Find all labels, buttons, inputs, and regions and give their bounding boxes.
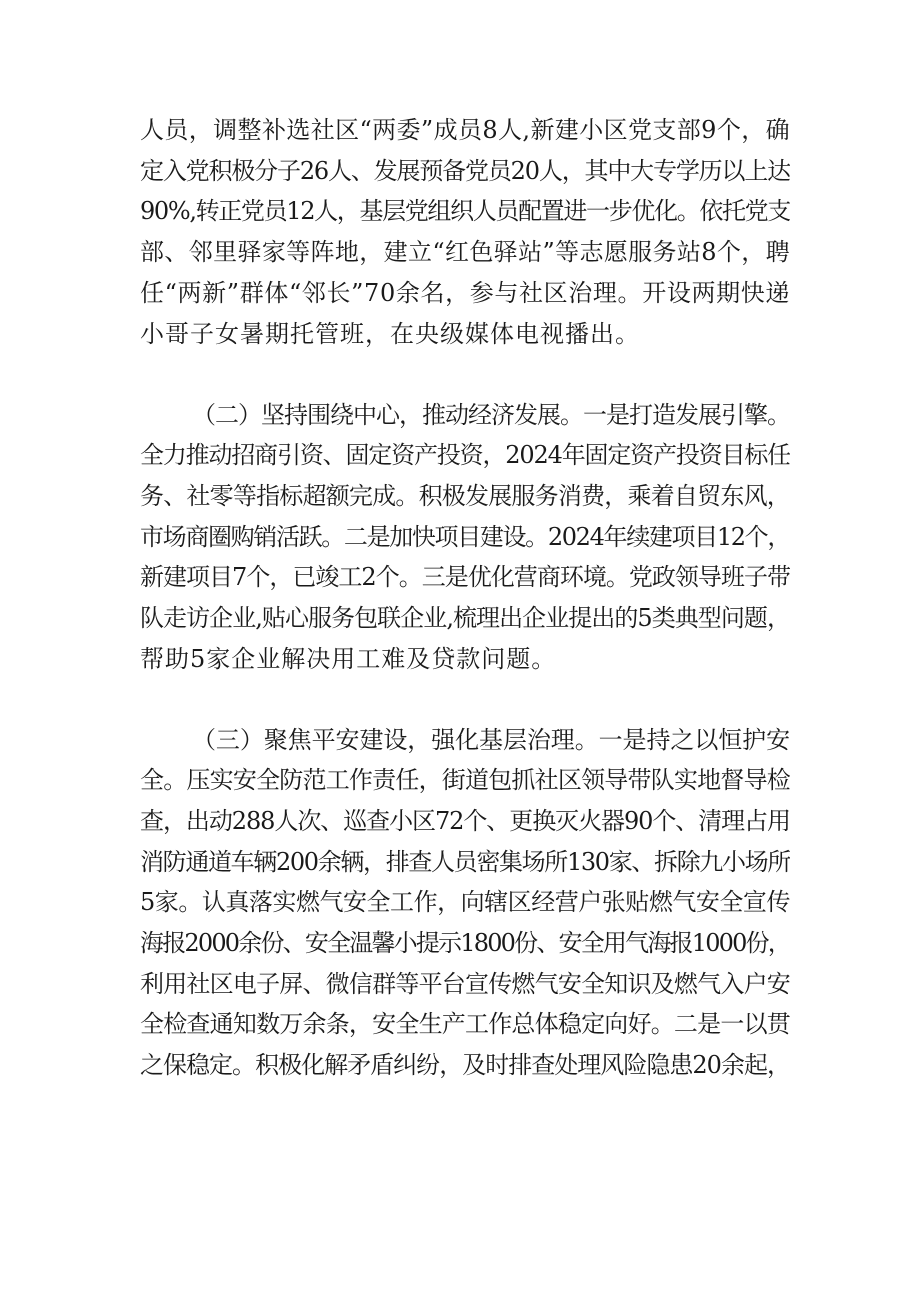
paragraph-line: 小哥子女暑期托管班，在央级媒体电视播出。 <box>140 319 640 348</box>
paragraph-line: 利用社区电子屏、微信群等平台宣传燃气安全知识及燃气入户安 <box>140 969 790 998</box>
paragraph-line: 帮助5家企业解决用工难及贷款问题。 <box>140 644 557 673</box>
paragraph-line: 之保稳定。积极化解矛盾纠纷，及时排查处理风险隐患20余起， <box>140 1051 790 1080</box>
paragraph-line: 部、邻里驿家等阵地，建立“红色驿站”等志愿服务站8个，聘 <box>140 238 790 267</box>
paragraph-line: 90%,转正党员12人，基层党组织人员配置进一步优化。依托党支 <box>140 197 790 226</box>
paragraph-line: （三）聚焦平安建设，强化基层治理。一是持之以恒护安 <box>192 725 790 754</box>
paragraph-line: 全检查通知数万余条，安全生产工作总体稳定向好。二是一以贯 <box>140 1010 790 1039</box>
document-body <box>140 110 790 1150</box>
paragraph-line: 消防通道车辆200余辆，排查人员密集场所130家、拆除九小场所 <box>140 847 790 876</box>
paragraph-line: 务、社零等指标超额完成。积极发展服务消费，乘着自贸东风， <box>140 481 790 510</box>
paragraph-line: 海报2000余份、安全温馨小提示1800份、安全用气海报1000份， <box>140 929 790 958</box>
paragraph-line: 新建项目7个，已竣工2个。三是优化营商环境。党政领导班子带 <box>140 563 790 592</box>
paragraph-3 <box>140 720 790 1086</box>
paragraph-line: 市场商圈购销活跃。二是加快项目建设。2024年续建项目12个， <box>140 522 790 551</box>
paragraph-line: 5家。认真落实燃气安全工作，向辖区经营户张贴燃气安全宣传 <box>140 888 790 917</box>
paragraph-line: 全力推动招商引资、固定资产投资，2024年固定资产投资目标任 <box>140 441 790 470</box>
paragraph-line: 全。压实安全防范工作责任，街道包抓社区领导带队实地督导检 <box>140 766 790 795</box>
paragraph-line: （二）坚持围绕中心，推动经济发展。一是打造发展引擎。 <box>192 400 790 429</box>
paragraph-line: 任“两新”群体“邻长”70余名，参与社区治理。开设两期快递 <box>140 278 790 307</box>
paragraph-line: 人员，调整补选社区“两委”成员8人,新建小区党支部9个，确 <box>140 116 790 144</box>
paragraph-2 <box>140 395 790 680</box>
paragraph-line: 定入党积极分子26人、发展预备党员20人，其中大专学历以上达 <box>140 156 790 185</box>
paragraph-line: 队走访企业,贴心服务包联企业,梳理出企业提出的5类典型问题， <box>140 604 790 633</box>
paragraph-1 <box>140 110 790 354</box>
paragraph-line: 查，出动288人次、巡查小区72个、更换灭火器90个、清理占用 <box>140 806 790 835</box>
